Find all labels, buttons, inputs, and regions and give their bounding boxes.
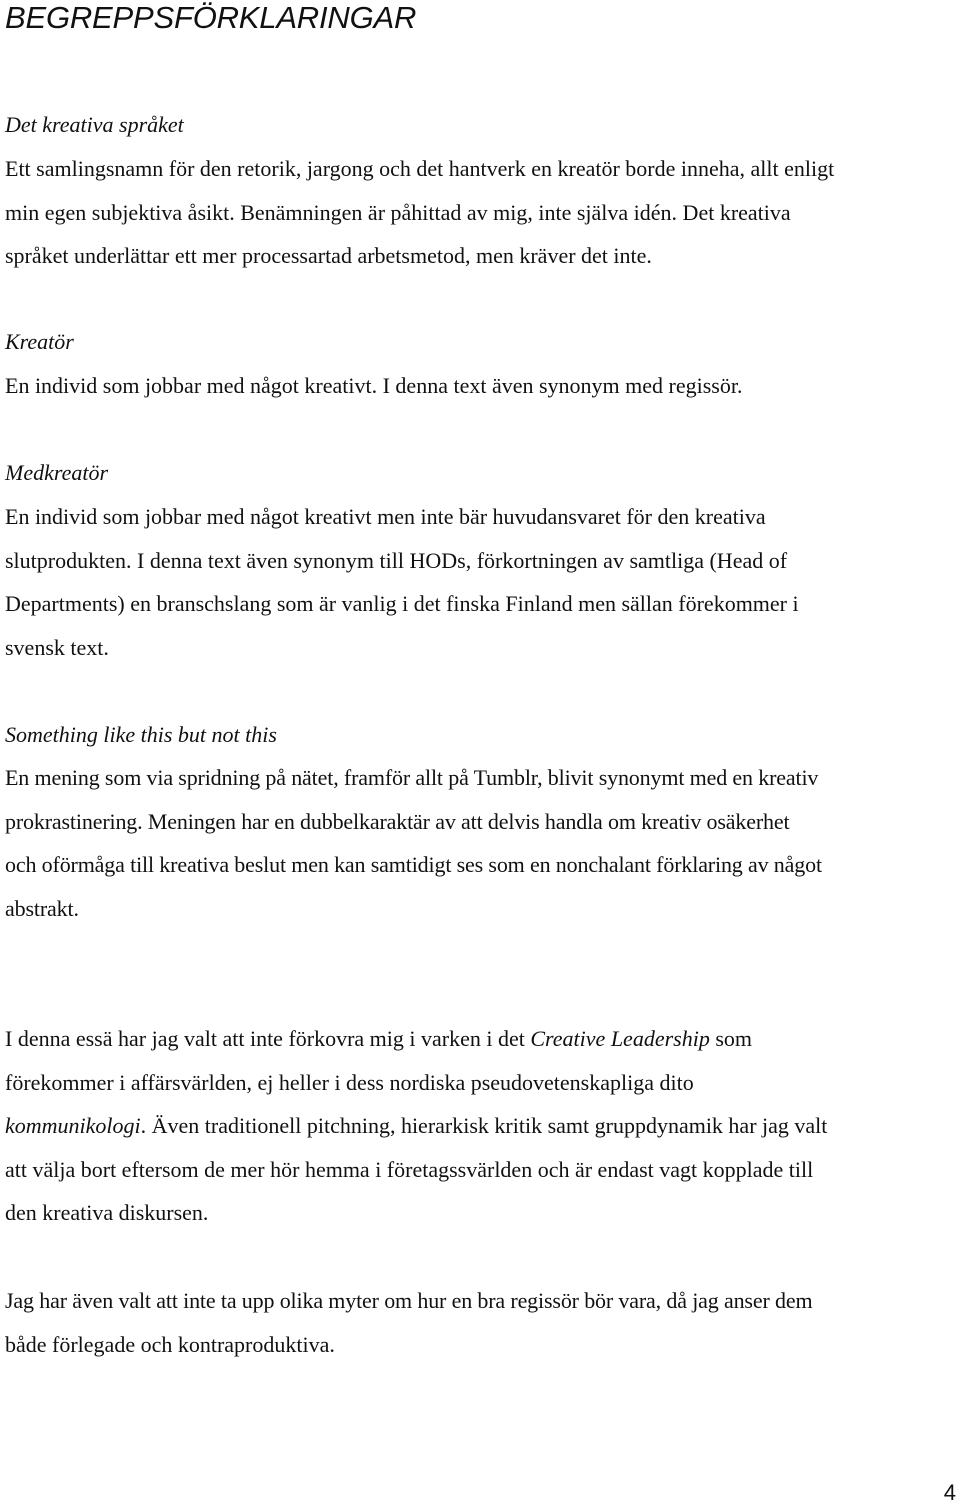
text-line: och oförmåga till kreativa beslut men kan samtidigt ses som en nonchalant förklaring av något [5,852,822,877]
text-line: att välja bort eftersom de mer hör hemma i företagssvärlden och är endast vagt kopplade till [5,1156,814,1182]
text-line: prokrastinering. Meningen har en dubbelkaraktär av att delvis handla om kreativ osäkerhet [5,808,790,834]
text-line: Departments) en branschslang som är vanlig i det finska Finland men sällan förekommer i [5,591,799,616]
text-line: I denna essä har jag valt att inte förkovra mig i varken i det Creative Leadership som [5,1026,752,1051]
closing-paragraph [5,1279,957,1366]
definition-text-medkreator [5,495,957,669]
italic-term-creative-leadership: Creative Leadership [530,1026,710,1051]
definition-text-kreator [5,364,957,408]
text-line: Jag har även valt att inte ta upp olika myter om hur en bra regissör bör vara, då jag anser dem [5,1288,813,1313]
text-line: En individ som jobbar med något kreativt men inte bär huvudansvaret för den kreativa [5,504,766,529]
text-line: förekommer i affärsvärlden, ej heller i dess nordiska pseudovetenskapliga dito [5,1069,694,1095]
page-number: 4 [943,1480,956,1505]
definition-term-medkreator: Medkreatör [5,460,109,485]
definition-text-something-like-this [5,756,957,930]
definition-term-det-kreativa-spraket: Det kreativa språket [5,112,184,137]
text-line: abstrakt. [5,895,79,921]
essay-paragraph [5,1017,957,1235]
definition-term-kreator: Kreatör [5,329,74,354]
text-line: Ett samlingsnamn för den retorik, jargong och det hantverk en kreatör borde inneha, allt enligt [5,156,835,181]
definition-term-something-like-this: Something like this but not this [5,722,277,747]
text-line: min egen subjektiva åsikt. Benämningen är påhittad av mig, inte själva idén. Det kreativa [5,199,791,225]
italic-term-kommunikologi: kommunikologi [5,1113,141,1138]
definition-text-det-kreativa-spraket [5,147,957,278]
text-line: språket underlättar ett mer processartad arbetsmetod, men kräver det inte. [5,243,652,268]
page-title: BEGREPPSFÖRKLARINGAR [5,0,417,35]
text-line: En mening som via spridning på nätet, framför allt på Tumblr, blivit synonymt med en kreativ [5,765,819,790]
text-line: slutprodukten. I denna text även synonym till HODs, förkortningen av samtliga (Head of [5,547,788,573]
text-line: svensk text. [5,634,109,660]
text-line: kommunikologi. Även traditionell pitchning, hierarkisk kritik samt gruppdynamik har jag valt [5,1113,828,1138]
text-line: den kreativa diskursen. [5,1200,209,1225]
text-line: En individ som jobbar med något kreativt. I denna text även synonym med regissör. [5,373,743,398]
text-line: både förlegade och kontraproduktiva. [5,1331,335,1357]
